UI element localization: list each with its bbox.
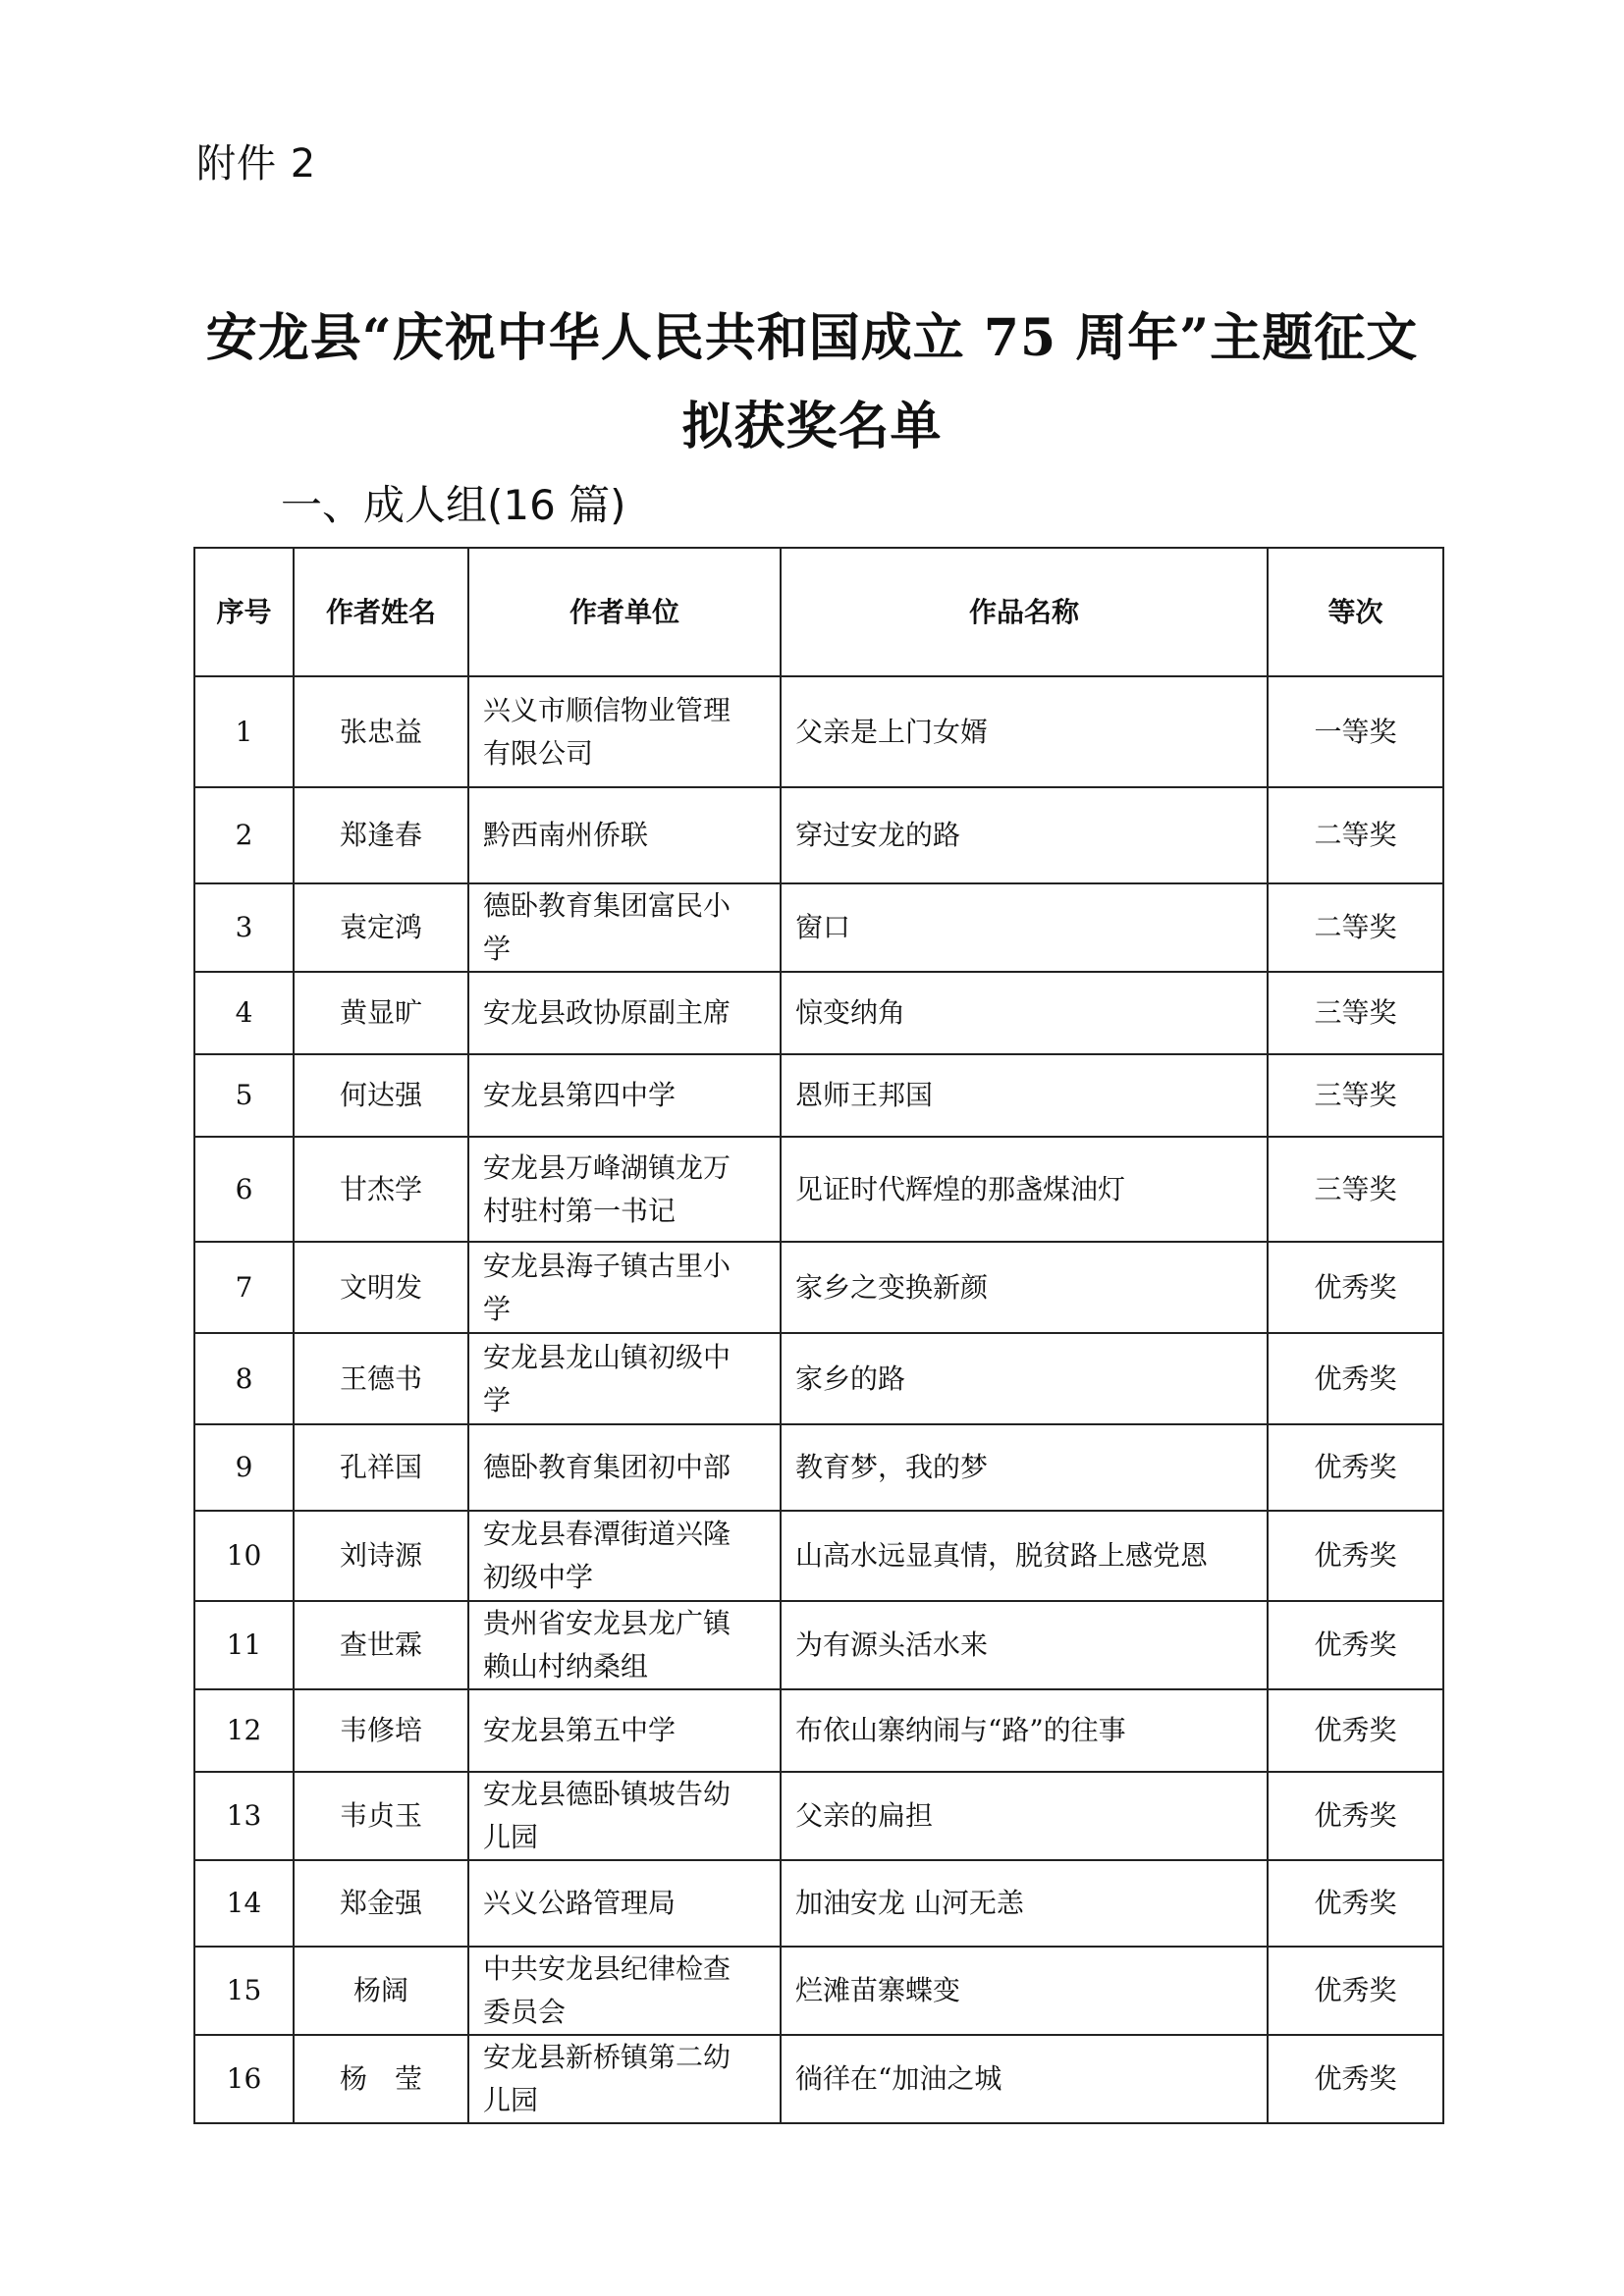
cell-rank: 二等奖 <box>1268 883 1443 972</box>
cell-author-unit <box>468 787 781 883</box>
header-rank: 等次 <box>1268 548 1443 676</box>
cell-rank: 三等奖 <box>1268 1137 1443 1242</box>
cell-author-name: 郑逢春 <box>294 787 468 883</box>
cell-no: 7 <box>194 1242 294 1333</box>
cell-no: 5 <box>194 1054 294 1137</box>
cell-author-name: 甘杰学 <box>294 1137 468 1242</box>
table-row <box>194 1689 1443 1772</box>
cell-rank: 三等奖 <box>1268 1054 1443 1137</box>
section-heading: 一、成人组(16 篇) <box>281 481 626 529</box>
cell-author-unit <box>468 2035 781 2123</box>
cell-author-unit <box>468 1242 781 1333</box>
cell-author-name: 杨 莹 <box>294 2035 468 2123</box>
cell-work-title: 烂滩苗寨蝶变 <box>781 1947 1268 2035</box>
unit-line: 安龙县第四中学 <box>483 1079 677 1111</box>
cell-author-name: 郑金强 <box>294 1860 468 1947</box>
cell-rank: 优秀奖 <box>1268 1947 1443 2035</box>
unit-line: 学 <box>483 1292 512 1325</box>
cell-no: 8 <box>194 1333 294 1424</box>
cell-rank: 三等奖 <box>1268 972 1443 1054</box>
cell-author-name: 查世霖 <box>294 1601 468 1689</box>
cell-author-unit <box>468 1860 781 1947</box>
cell-rank: 优秀奖 <box>1268 1689 1443 1772</box>
unit-line: 初级中学 <box>483 1561 594 1593</box>
table-row <box>194 2035 1443 2123</box>
award-table <box>193 547 1444 2124</box>
cell-no: 2 <box>194 787 294 883</box>
table-row <box>194 1054 1443 1137</box>
cell-author-unit <box>468 883 781 972</box>
unit-line: 德卧教育集团富民小 <box>483 889 731 922</box>
table-row <box>194 1947 1443 2035</box>
unit-line: 安龙县政协原副主席 <box>483 996 731 1029</box>
cell-author-name: 杨阔 <box>294 1947 468 2035</box>
cell-work-title: 父亲的扁担 <box>781 1772 1268 1860</box>
cell-no: 15 <box>194 1947 294 2035</box>
unit-line: 村驻村第一书记 <box>483 1194 677 1227</box>
cell-no: 12 <box>194 1689 294 1772</box>
cell-author-name: 张忠益 <box>294 676 468 787</box>
cell-rank: 优秀奖 <box>1268 2035 1443 2123</box>
table-header-row <box>194 548 1443 676</box>
document-title-line1: 安龙县“庆祝中华人民共和国成立 75 周年”主题征文 <box>205 308 1419 368</box>
cell-work-title: 教育梦，我的梦 <box>781 1424 1268 1511</box>
cell-rank: 优秀奖 <box>1268 1601 1443 1689</box>
cell-work-title: 家乡的路 <box>781 1333 1268 1424</box>
cell-work-title: 窗口 <box>781 883 1268 972</box>
cell-work-title: 徜徉在“加油之城 <box>781 2035 1268 2123</box>
header-author-unit: 作者单位 <box>468 548 781 676</box>
table-row <box>194 1242 1443 1333</box>
cell-rank: 优秀奖 <box>1268 1860 1443 1947</box>
cell-rank: 优秀奖 <box>1268 1333 1443 1424</box>
cell-no: 11 <box>194 1601 294 1689</box>
header-no: 序号 <box>194 548 294 676</box>
table-row <box>194 1601 1443 1689</box>
cell-no: 6 <box>194 1137 294 1242</box>
header-work-title: 作品名称 <box>781 548 1268 676</box>
cell-author-name: 王德书 <box>294 1333 468 1424</box>
cell-author-unit <box>468 972 781 1054</box>
cell-rank: 优秀奖 <box>1268 1772 1443 1860</box>
unit-line: 德卧教育集团初中部 <box>483 1451 731 1483</box>
cell-work-title: 见证时代辉煌的那盏煤油灯 <box>781 1137 1268 1242</box>
cell-work-title: 为有源头活水来 <box>781 1601 1268 1689</box>
unit-line: 儿园 <box>483 2084 539 2116</box>
cell-no: 4 <box>194 972 294 1054</box>
cell-author-unit <box>468 1054 781 1137</box>
table-row <box>194 972 1443 1054</box>
unit-line: 安龙县德卧镇坡告幼 <box>483 1778 731 1810</box>
unit-line: 安龙县新桥镇第二幼 <box>483 2041 731 2073</box>
table-row <box>194 1333 1443 1424</box>
cell-no: 3 <box>194 883 294 972</box>
table-row <box>194 1860 1443 1947</box>
cell-rank: 优秀奖 <box>1268 1511 1443 1601</box>
unit-line: 安龙县海子镇古里小 <box>483 1249 731 1282</box>
table-row <box>194 676 1443 787</box>
cell-author-name: 何达强 <box>294 1054 468 1137</box>
unit-line: 有限公司 <box>483 736 594 770</box>
unit-line: 安龙县第五中学 <box>483 1714 677 1746</box>
cell-author-unit <box>468 1137 781 1242</box>
cell-no: 13 <box>194 1772 294 1860</box>
cell-work-title: 穿过安龙的路 <box>781 787 1268 883</box>
cell-author-name: 孔祥国 <box>294 1424 468 1511</box>
cell-work-title: 布依山寨纳闹与“路”的往事 <box>781 1689 1268 1772</box>
cell-no: 14 <box>194 1860 294 1947</box>
cell-work-title: 家乡之变换新颜 <box>781 1242 1268 1333</box>
cell-author-name: 文明发 <box>294 1242 468 1333</box>
unit-line: 黔西南州侨联 <box>483 819 649 851</box>
table-row <box>194 1511 1443 1601</box>
cell-rank: 优秀奖 <box>1268 1424 1443 1511</box>
unit-line: 学 <box>483 1383 512 1416</box>
cell-author-name: 刘诗源 <box>294 1511 468 1601</box>
cell-work-title: 山高水远显真情，脱贫路上感党恩 <box>781 1511 1268 1601</box>
cell-no: 9 <box>194 1424 294 1511</box>
unit-line: 安龙县春潭街道兴隆 <box>483 1518 731 1550</box>
cell-author-unit <box>468 676 781 787</box>
cell-rank: 二等奖 <box>1268 787 1443 883</box>
unit-line: 贵州省安龙县龙广镇 <box>483 1607 731 1639</box>
attachment-label: 附件 2 <box>196 141 317 187</box>
cell-work-title: 父亲是上门女婿 <box>781 676 1268 787</box>
table-row <box>194 1424 1443 1511</box>
cell-author-unit <box>468 1424 781 1511</box>
cell-author-unit <box>468 1511 781 1601</box>
unit-line: 兴义市顺信物业管理 <box>483 693 731 726</box>
unit-line: 儿园 <box>483 1821 539 1853</box>
cell-rank: 优秀奖 <box>1268 1242 1443 1333</box>
cell-work-title: 惊变纳角 <box>781 972 1268 1054</box>
document-title-line2: 拟获奖名单 <box>681 397 943 456</box>
unit-line: 赖山村纳桑组 <box>483 1650 649 1682</box>
unit-line: 中共安龙县纪律检查 <box>483 1952 731 1985</box>
cell-author-name: 韦修培 <box>294 1689 468 1772</box>
table-row <box>194 787 1443 883</box>
cell-author-unit <box>468 1601 781 1689</box>
cell-work-title: 加油安龙 山河无恙 <box>781 1860 1268 1947</box>
cell-no: 16 <box>194 2035 294 2123</box>
cell-author-unit <box>468 1772 781 1860</box>
cell-author-name: 黄显旷 <box>294 972 468 1054</box>
unit-line: 委员会 <box>483 1996 567 2028</box>
cell-author-name: 袁定鸿 <box>294 883 468 972</box>
table-row <box>194 883 1443 972</box>
cell-no: 10 <box>194 1511 294 1601</box>
cell-work-title: 恩师王邦国 <box>781 1054 1268 1137</box>
table-body <box>194 676 1443 2123</box>
unit-line: 兴义公路管理局 <box>483 1887 677 1919</box>
header-author-name: 作者姓名 <box>294 548 468 676</box>
cell-no: 1 <box>194 676 294 787</box>
cell-author-unit <box>468 1333 781 1424</box>
table-row <box>194 1137 1443 1242</box>
cell-author-unit <box>468 1689 781 1772</box>
cell-rank: 一等奖 <box>1268 676 1443 787</box>
table-row <box>194 1772 1443 1860</box>
unit-line: 学 <box>483 933 512 965</box>
unit-line: 安龙县龙山镇初级中 <box>483 1340 731 1373</box>
unit-line: 安龙县万峰湖镇龙万 <box>483 1150 731 1184</box>
cell-author-name: 韦贞玉 <box>294 1772 468 1860</box>
cell-author-unit <box>468 1947 781 2035</box>
